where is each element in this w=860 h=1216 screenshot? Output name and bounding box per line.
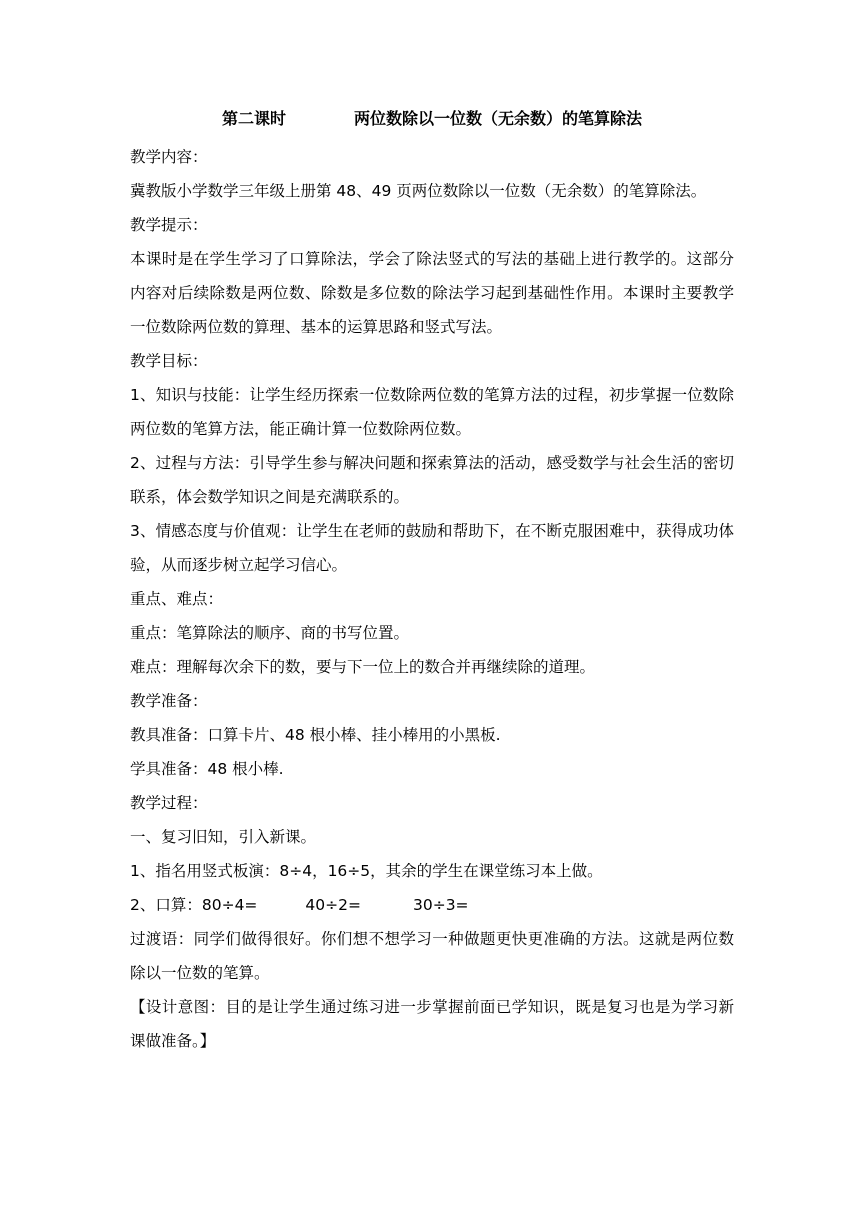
difficult-point: 难点：理解每次余下的数，要与下一位上的数合并再继续除的道理。 [130, 658, 596, 676]
lesson-topic: 两位数除以一位数（无余数）的笔算除法 [354, 109, 643, 128]
hint-heading: 教学提示： [130, 216, 208, 234]
goal-heading: 教学目标： [130, 352, 208, 370]
content-text: 冀教版小学数学三年级上册第 48、49 页两位数除以一位数（无余数）的笔算除法。 [130, 182, 707, 200]
step-review: 一、复习旧知，引入新课。 [130, 828, 317, 846]
oral-calc-3: 30÷3= [412, 896, 469, 914]
step-board-demo: 1、指名用竖式板演：8÷4，16÷5，其余的学生在课堂练习本上做。 [130, 862, 603, 880]
document-body [130, 108, 734, 1058]
goal-knowledge: 1、知识与技能：让学生经历探索一位数除两位数的笔算方法的过程，初步掌握一位数除两位数的笔算方法，能正确计算一位数除两位数。 [130, 386, 734, 438]
transition-text: 过渡语：同学们做得很好。你们想不想学习一种做题更快更准确的方法。这就是两位数除以一位数的笔算。 [130, 930, 734, 982]
oral-calc-2: 40÷2= [305, 896, 361, 914]
student-prep: 学具准备：48 根小棒. [130, 760, 284, 778]
goal-attitude: 3、情感态度与价值观：让学生在老师的鼓励和帮助下，在不断克服困难中，获得成功体验，从而逐步树立起学习信心。 [130, 522, 734, 574]
content-heading: 教学内容： [130, 148, 208, 166]
oral-calc-row [130, 888, 734, 922]
goal-process: 2、过程与方法：引导学生参与解决问题和探索算法的活动，感受数学与社会生活的密切联系，体会数学知识之间是充满联系的。 [130, 454, 734, 506]
lesson-number: 第二课时 [221, 109, 286, 128]
prep-heading: 教学准备： [130, 692, 208, 710]
teacher-prep: 教具准备：口算卡片、48 根小棒、挂小棒用的小黑板. [130, 726, 501, 744]
process-heading: 教学过程： [130, 794, 208, 812]
key-point: 重点：笔算除法的顺序、商的书写位置。 [130, 624, 410, 642]
key-heading: 重点、难点： [130, 590, 224, 608]
lesson-title [130, 108, 734, 130]
design-intent: 【设计意图：目的是让学生通过练习进一步掌握前面已学知识，既是复习也是为学习新课做准备。】 [130, 998, 734, 1050]
oral-calc-1: 2、口算：80÷4= [130, 896, 258, 914]
hint-text: 本课时是在学生学习了口算除法，学会了除法竖式的写法的基础上进行教学的。这部分内容对后续除数是两位数、除数是多位数的除法学习起到基础性作用。本课时主要教学一位数除两位数的算理、基本的运算思路和竖式写法。 [130, 250, 734, 336]
